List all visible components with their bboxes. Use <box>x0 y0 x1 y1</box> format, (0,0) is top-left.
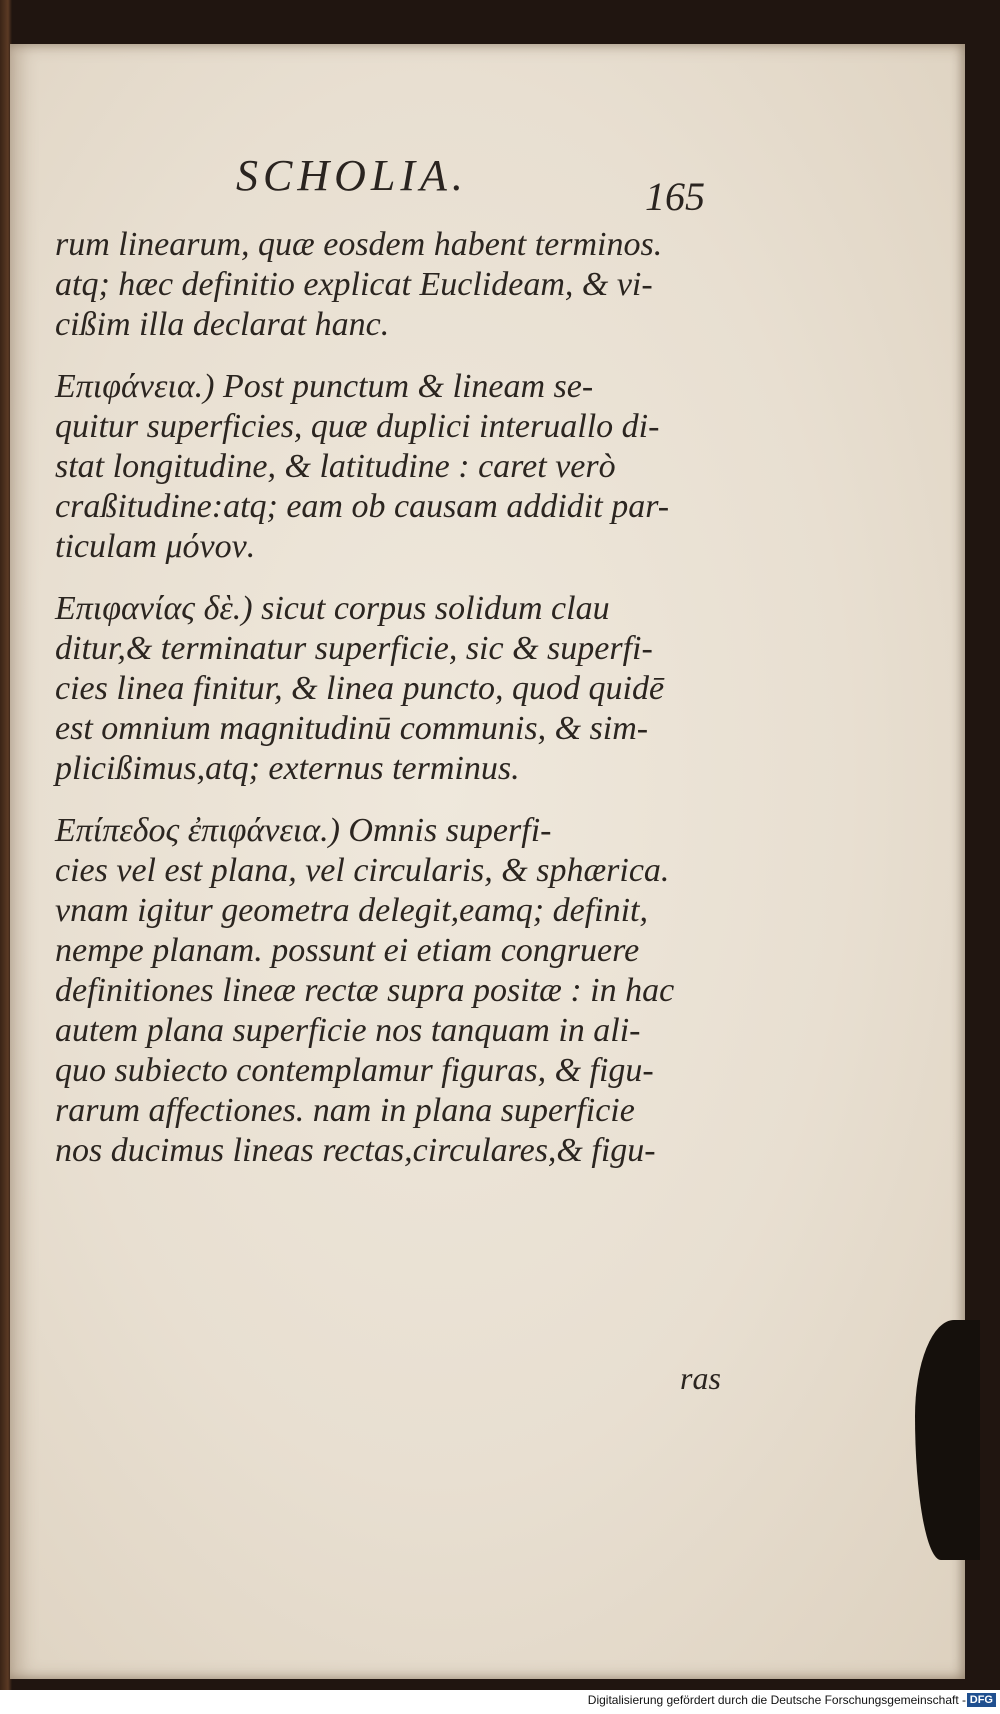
paragraph-gap <box>55 345 755 367</box>
text-line: craßitudine:atq; eam ob causam addidit par- <box>55 488 670 525</box>
text-line: Επιφανίας δὲ.) sicut corpus solidum clau <box>55 590 610 627</box>
page-number: 165 <box>645 174 705 219</box>
text-line: quo subiecto contemplamur figuras, & figu- <box>55 1052 654 1089</box>
text-line: Επίπεδος ἐπιφάνεια.) Omnis superfi- <box>55 812 552 849</box>
text-line: rarum affectiones. nam in plana superficie <box>55 1092 635 1129</box>
running-title: SCHOLIA. <box>236 151 468 200</box>
text-line: cies linea finitur, & linea puncto, quod quidē <box>55 670 665 707</box>
catchword: ras <box>680 1360 721 1396</box>
text-line: autem plana superficie nos tanquam in ali- <box>55 1012 641 1049</box>
body-text <box>55 225 755 1171</box>
text-line: atq; hæc definitio explicat Euclideam, & vi- <box>55 266 653 303</box>
text-line: ditur,& terminatur superficie, sic & superfi- <box>55 630 653 667</box>
paragraph-gap <box>55 567 755 589</box>
text-line: stat longitudine, & latitudine : caret verò <box>55 448 616 485</box>
page-edge-damage <box>915 1320 980 1560</box>
digitization-footer <box>0 1690 1000 1714</box>
text-line: plicißimus,atq; externus terminus. <box>55 750 520 787</box>
text-line: quitur superficies, quæ duplici interuallo di- <box>55 408 660 445</box>
dfg-logo: DFG <box>967 1693 996 1707</box>
text-line: rum linearum, quæ eosdem habent terminos. <box>55 226 663 263</box>
paragraph-gap <box>55 789 755 811</box>
text-line: vnam igitur geometra delegit,eamq; definit, <box>55 892 648 929</box>
text-line: ticulam μόνον. <box>55 528 256 565</box>
text-line: nos ducimus lineas rectas,circulares,& figu- <box>55 1132 656 1169</box>
text-line: cies vel est plana, vel circularis, & sphærica. <box>55 852 670 889</box>
text-line: Επιφάνεια.) Post punctum & lineam se- <box>55 368 594 405</box>
text-line: definitiones lineæ rectæ supra positæ : in hac <box>55 972 675 1009</box>
text-line: nempe planam. possunt ei etiam congruere <box>55 932 640 969</box>
footer-credit: Digitalisierung gefördert durch die Deutsche Forschungsgemeinschaft - <box>587 1693 966 1707</box>
text-line: cißim illa declarat hanc. <box>55 306 390 343</box>
text-line: est omnium magnitudinū communis, & sim- <box>55 710 649 747</box>
